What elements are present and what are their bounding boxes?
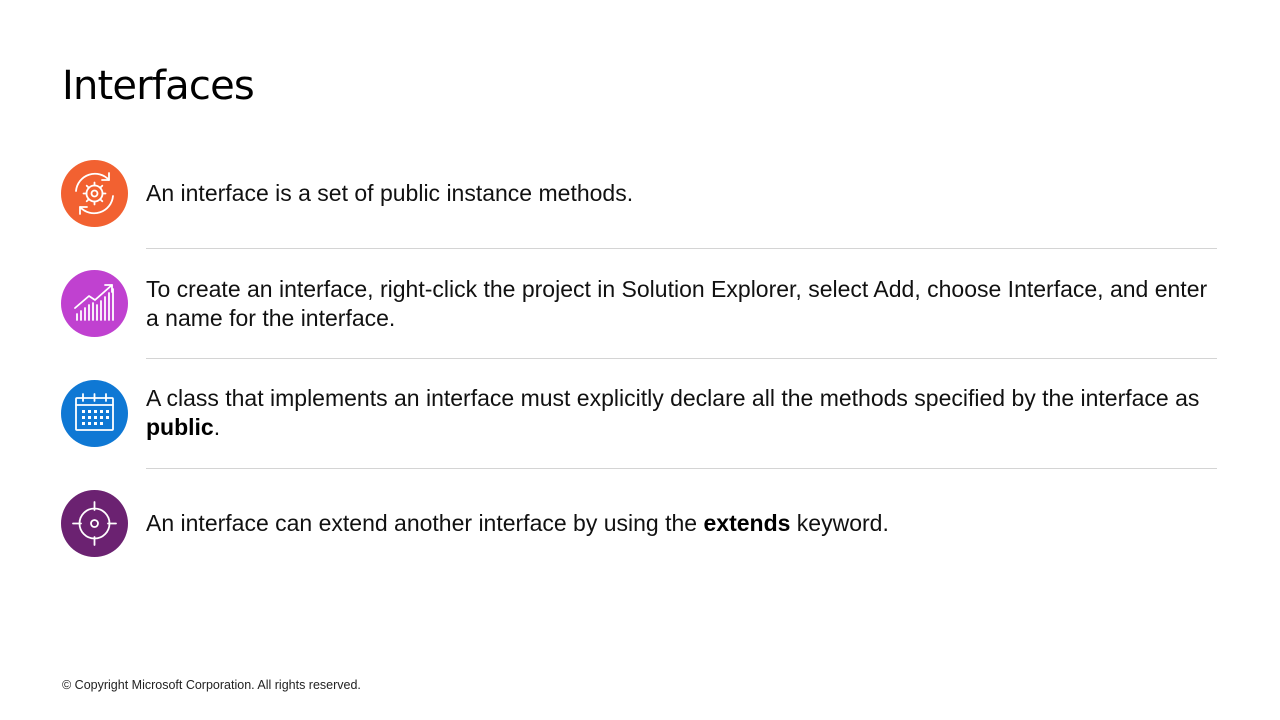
calendar-icon [61,380,128,447]
divider [146,248,1217,249]
item-4-text: An interface can extend another interface by using the extends keyword. [146,510,889,536]
keyword-extends: extends [703,510,791,536]
slide-title: Interfaces [62,63,254,109]
copyright-footer: © Copyright Microsoft Corporation. All rights reserved. [62,678,361,692]
target-icon [61,490,128,557]
keyword-public: public [146,414,214,440]
gear-refresh-icon [61,160,128,227]
divider [146,358,1217,359]
chart-growth-icon [61,270,128,337]
item-3-text: A class that implements an interface must explicitly declare all the methods specified by the interface as public. [146,385,1200,440]
divider [146,468,1217,469]
item-2-text: To create an interface, right-click the project in Solution Explorer, select Add, choose Interface, and enter a name for the interface. [146,276,1208,331]
item-1-text: An interface is a set of public instance methods. [146,180,634,206]
